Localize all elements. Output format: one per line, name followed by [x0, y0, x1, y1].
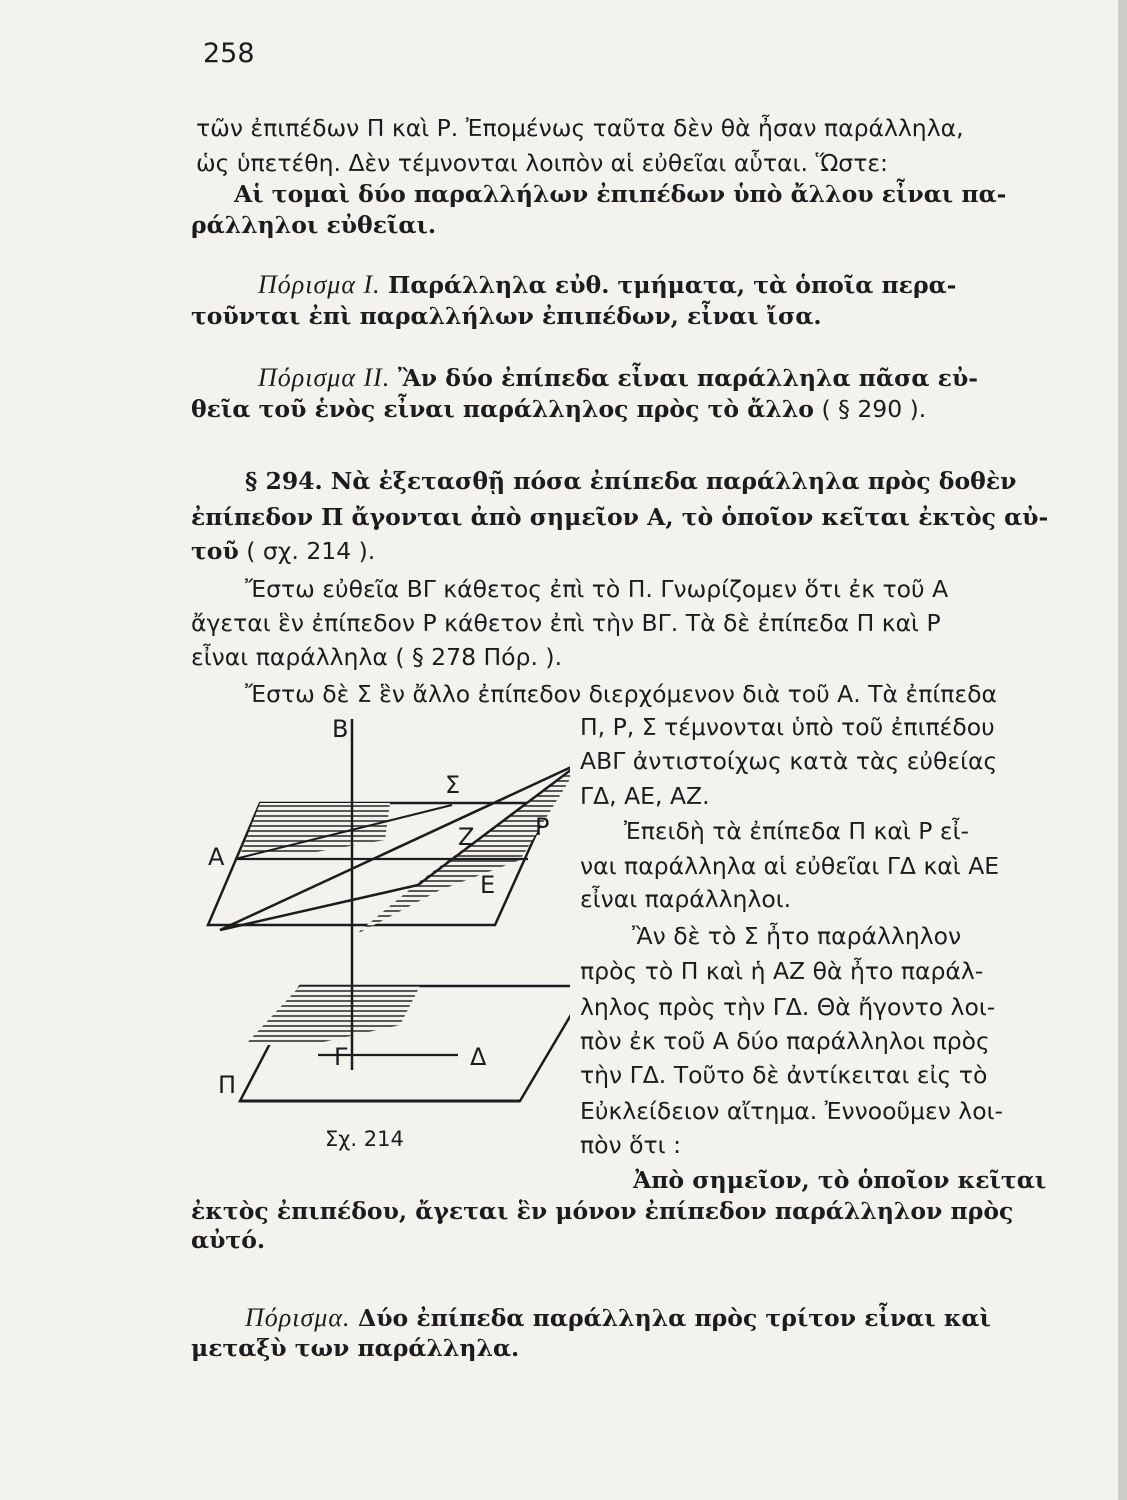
text-line-15: Ἔστω δὲ Σ ἓν ἄλλο ἐπίπεδον διερχόμενον διὰ τοῦ Α. Τὰ ἐπίπεδα	[245, 680, 998, 708]
right-line-2: ΑΒΓ ἀντιστοίχως κατὰ τὰς εὐθείας	[580, 747, 998, 775]
theorem-line-1: Αἱ τομαὶ δύο παραλλήλων ἐπιπέδων ὑπὸ ἄλλου εἶναι πα-	[234, 180, 1007, 208]
text-line-1: τῶν ἐπιπέδων Π καὶ Ρ. Ἐπομένως ταῦτα δὲν θὰ ἦσαν παράλληλα,	[196, 114, 964, 142]
right-line-7: Ἂν δὲ τὸ Σ ἦτο παράλληλον	[632, 922, 962, 950]
right-line-4: Ἐπειδὴ τὰ ἐπίπεδα Π καὶ Ρ εἶ-	[624, 817, 970, 845]
right-line-11: τὴν ΓΔ. Τοῦτο δὲ ἀντίκειται εἰς τὸ	[580, 1061, 988, 1089]
text-line-13: ἄγεται ἓν ἐπίπεδον Ρ κάθετον ἐπὶ τὴν ΒΓ. Τὰ δὲ ἐπίπεδα Π καὶ Ρ	[191, 609, 941, 637]
corollary-1	[258, 272, 956, 298]
right-line-6: εἶναι παράλληλοι.	[580, 885, 792, 913]
section-294-line-2: ἐπίπεδον Π ἄγονται ἀπὸ σημεῖον Α, τὸ ὁποῖον κεῖται ἐκτὸς αὐ-	[191, 503, 1049, 531]
text-line-2: ὡς ὑπετέθη. Δὲν τέμνονται λοιπὸν αἱ εὐθεῖαι αὗται. Ὥστε:	[196, 149, 888, 177]
corollary-2	[258, 365, 978, 391]
label-gamma: Γ	[334, 1043, 348, 1071]
right-line-1: Π, Ρ, Σ τέμνονται ὑπὸ τοῦ ἐπιπέδου	[580, 713, 995, 741]
text-line-14: εἶναι παράλληλα ( § 278 Πόρ. ).	[191, 643, 563, 671]
corollary-2-text: Ἂν δύο ἐπίπεδα εἶναι παράλληλα πᾶσα εὐ-	[397, 364, 979, 392]
label-delta: Δ	[470, 1043, 487, 1071]
right-line-13: πὸν ὅτι :	[580, 1131, 681, 1159]
theorem-line-2: ράλληλοι εὐθεῖαι.	[191, 211, 437, 239]
corollary-2-ref: ( § 290 ).	[813, 395, 927, 423]
section-294-bold: τοῦ	[191, 537, 239, 565]
label-e: Ε	[480, 871, 496, 899]
label-z: Ζ	[458, 823, 475, 851]
conclusion-line-3: αὐτό.	[191, 1226, 266, 1254]
figure-214	[190, 705, 570, 1125]
text-line-12: Ἔστω εὐθεῖα ΒΓ κάθετος ἐπὶ τὸ Π. Γνωρίζομεν ὅτι ἐκ τοῦ Α	[245, 575, 949, 603]
figure-caption: Σχ. 214	[325, 1127, 404, 1151]
label-a: Α	[208, 843, 225, 871]
conclusion-line-1: Ἀπὸ σημεῖον, τὸ ὁποῖον κεῖται	[633, 1166, 1047, 1194]
section-294-heading: § 294. Νὰ ἐξετασθῇ πόσα ἐπίπεδα παράλληλα πρὸς δοθὲν	[245, 467, 1017, 495]
right-line-9: ληλος πρὸς τὴν ΓΔ. Θὰ ἤγοντο λοι-	[580, 993, 996, 1021]
page-edge	[1118, 0, 1127, 1500]
corollary-2-cont	[191, 395, 927, 423]
right-line-12: Εὐκλείδειον αἴτημα. Ἐννοοῦμεν λοι-	[580, 1097, 1004, 1125]
page-number: 258	[203, 38, 255, 69]
label-sigma: Σ	[445, 771, 461, 799]
label-b: Β	[332, 715, 349, 743]
right-line-5: ναι παράλληλα αἱ εὐθεῖαι ΓΔ καὶ ΑΕ	[580, 852, 1000, 880]
corollary-3-cont: μεταξὺ των παράλληλα.	[191, 1334, 520, 1362]
corollary-2-cont-bold: θεῖα τοῦ ἑνὸς εἶναι παράλληλος πρὸς τὸ ἄλλο	[191, 395, 814, 423]
corollary-3-label: Πόρισμα.	[245, 1303, 351, 1332]
conclusion-line-2: ἐκτὸς ἐπιπέδου, ἄγεται ἓν μόνον ἐπίπεδον παράλληλον πρὸς	[191, 1197, 1014, 1225]
corollary-2-label: Πόρισμα ΙΙ.	[258, 363, 391, 392]
corollary-1-text: Παράλληλα εὐθ. τμήματα, τὰ ὁποῖα περα-	[388, 271, 957, 299]
label-pi: Π	[218, 1071, 237, 1099]
right-line-10: πὸν ἐκ τοῦ Α δύο παράλληλοι πρὸς	[580, 1027, 990, 1055]
corollary-1-cont: τοῦνται ἐπὶ παραλλήλων ἐπιπέδων, εἶναι ἴσα.	[191, 302, 822, 330]
section-294-ref: ( σχ. 214 ).	[238, 537, 376, 565]
corollary-3-text: Δύο ἐπίπεδα παράλληλα πρὸς τρίτον εἶναι καὶ	[357, 1304, 991, 1332]
right-line-3: ΓΔ, ΑΕ, ΑΖ.	[580, 782, 710, 810]
corollary-3	[245, 1305, 991, 1331]
section-294-line-3	[191, 537, 376, 565]
right-line-8: πρὸς τὸ Π καὶ ἡ ΑΖ θὰ ἦτο παράλ-	[580, 957, 984, 985]
label-rho: Ρ	[535, 813, 550, 841]
corollary-1-label: Πόρισμα Ι.	[258, 270, 381, 299]
